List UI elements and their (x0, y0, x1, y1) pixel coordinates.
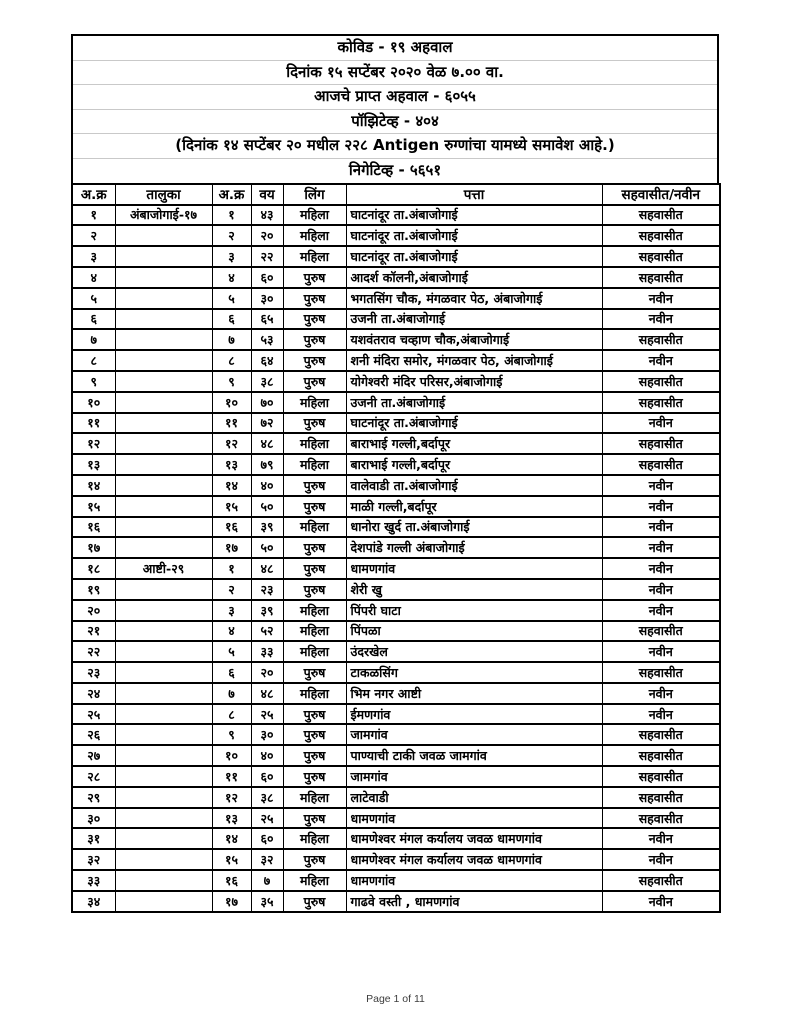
cell-address: बाराभाई गल्ली,बर्दापूर (346, 433, 602, 454)
cell-address: घाटनांदूर ता.अंबाजोगाई (346, 225, 602, 246)
cell-age: २० (251, 662, 283, 683)
cell-serial2: १० (212, 392, 251, 413)
cell-address: धामणगांव (346, 870, 602, 891)
cell-age: ३० (251, 288, 283, 309)
cell-address: घाटनांदूर ता.अंबाजोगाई (346, 205, 602, 226)
cell-age: ७२ (251, 413, 283, 434)
cell-serial: ३४ (72, 891, 115, 912)
cell-serial: २ (72, 225, 115, 246)
col-taluka-header: तालुका (115, 184, 212, 205)
cell-serial: ३० (72, 808, 115, 829)
table-row (72, 683, 720, 704)
table-row (72, 246, 720, 267)
cell-serial: ८ (72, 350, 115, 371)
cell-taluka (115, 475, 212, 496)
cell-gender: पुरुष (283, 891, 346, 912)
table-row (72, 870, 720, 891)
cell-status: नवीन (602, 683, 720, 704)
table-row (72, 828, 720, 849)
cell-address: धामणगांव (346, 558, 602, 579)
cell-serial: ३ (72, 246, 115, 267)
cell-serial: ७ (72, 329, 115, 350)
cell-address: पिंपरी घाटा (346, 600, 602, 621)
cell-taluka (115, 808, 212, 829)
cell-status: नवीन (602, 579, 720, 600)
cell-taluka (115, 517, 212, 538)
cell-serial: १६ (72, 517, 115, 538)
cell-serial: ३३ (72, 870, 115, 891)
cell-address: घाटनांदूर ता.अंबाजोगाई (346, 413, 602, 434)
cell-status: सहवासीत (602, 745, 720, 766)
cell-address: यशवंतराव चव्हाण चौक,अंबाजोगाई (346, 329, 602, 350)
cell-serial2: २ (212, 225, 251, 246)
cell-gender: पुरुष (283, 662, 346, 683)
cell-taluka (115, 766, 212, 787)
cell-gender: पुरुष (283, 350, 346, 371)
cell-gender: पुरुष (283, 267, 346, 288)
cell-serial: २२ (72, 641, 115, 662)
cell-taluka (115, 267, 212, 288)
cell-serial2: ८ (212, 704, 251, 725)
col-address-header: पत्ता (346, 184, 602, 205)
cell-status: नवीन (602, 496, 720, 517)
cell-taluka (115, 828, 212, 849)
cell-address: उंदरखेल (346, 641, 602, 662)
table-row (72, 475, 720, 496)
cell-address: भगतसिंग चौक, मंगळवार पेठ, अंबाजोगाई (346, 288, 602, 309)
cell-taluka (115, 600, 212, 621)
cell-status: नवीन (602, 288, 720, 309)
col-gender-header: लिंग (283, 184, 346, 205)
cell-gender: पुरुष (283, 371, 346, 392)
table-row (72, 413, 720, 434)
cell-taluka (115, 413, 212, 434)
cell-gender: पुरुष (283, 309, 346, 330)
page-number: Page 1 of 11 (366, 993, 425, 1005)
cell-serial: ५ (72, 288, 115, 309)
cell-status: सहवासीत (602, 392, 720, 413)
cell-serial2: १४ (212, 475, 251, 496)
cell-address: टाकळसिंग (346, 662, 602, 683)
cell-address: उजनी ता.अंबाजोगाई (346, 309, 602, 330)
col-status-header: सहवासीत/नवीन (602, 184, 720, 205)
cell-serial: २१ (72, 621, 115, 642)
cell-status: सहवासीत (602, 787, 720, 808)
cell-address: शेरी खु (346, 579, 602, 600)
cell-gender: महिला (283, 246, 346, 267)
cell-age: ७९ (251, 454, 283, 475)
cell-gender: पुरुष (283, 558, 346, 579)
cell-serial2: १० (212, 745, 251, 766)
cell-serial: २४ (72, 683, 115, 704)
cell-age: ६५ (251, 309, 283, 330)
cell-serial: २७ (72, 745, 115, 766)
cell-gender: पुरुष (283, 413, 346, 434)
cell-age: ५२ (251, 621, 283, 642)
cell-status: नवीन (602, 828, 720, 849)
antigen-note-line: (दिनांक १४ सप्टेंबर २० मधील २२८ Antigen रुग्णांचा यामध्ये समावेश आहे.) (73, 134, 717, 159)
cell-taluka (115, 870, 212, 891)
cell-age: २५ (251, 808, 283, 829)
cell-serial2: १६ (212, 870, 251, 891)
cell-age: ७० (251, 392, 283, 413)
col-serial-header: अ.क्र (72, 184, 115, 205)
cell-serial: २८ (72, 766, 115, 787)
cell-serial: २० (72, 600, 115, 621)
cell-age: ४० (251, 745, 283, 766)
cell-gender: महिला (283, 641, 346, 662)
cell-serial2: १५ (212, 496, 251, 517)
cell-serial2: १२ (212, 433, 251, 454)
cell-gender: महिला (283, 454, 346, 475)
cell-serial2: ६ (212, 309, 251, 330)
cell-status: सहवासीत (602, 621, 720, 642)
cell-serial: २९ (72, 787, 115, 808)
table-row (72, 766, 720, 787)
cell-serial: २६ (72, 724, 115, 745)
cell-gender: पुरुष (283, 496, 346, 517)
table-row (72, 517, 720, 538)
cell-serial: १५ (72, 496, 115, 517)
cell-age: ३५ (251, 891, 283, 912)
cell-taluka (115, 433, 212, 454)
cell-serial2: ६ (212, 662, 251, 683)
cell-gender: महिला (283, 621, 346, 642)
cell-taluka (115, 350, 212, 371)
cell-serial: १ (72, 205, 115, 226)
cell-gender: पुरुष (283, 288, 346, 309)
cell-gender: पुरुष (283, 808, 346, 829)
cell-status: नवीन (602, 475, 720, 496)
cell-taluka (115, 704, 212, 725)
cell-age: २३ (251, 579, 283, 600)
cell-age: ३८ (251, 787, 283, 808)
cell-serial2: ९ (212, 371, 251, 392)
cell-age: २२ (251, 246, 283, 267)
cell-serial2: १३ (212, 454, 251, 475)
cell-age: ३९ (251, 600, 283, 621)
cell-age: ६० (251, 267, 283, 288)
table-row (72, 454, 720, 475)
negative-count-line: निगेटिव्ह - ५६५१ (348, 160, 442, 179)
cell-age: ३८ (251, 371, 283, 392)
cell-age: २५ (251, 704, 283, 725)
cell-age: २० (251, 225, 283, 246)
table-row (72, 225, 720, 246)
report-title: कोविड - १९ अहवाल (73, 36, 717, 61)
cell-serial2: ११ (212, 413, 251, 434)
cell-address: जामगांव (346, 766, 602, 787)
cell-gender: महिला (283, 600, 346, 621)
cell-age: ५० (251, 496, 283, 517)
cell-status: सहवासीत (602, 433, 720, 454)
cell-taluka (115, 496, 212, 517)
cell-address: धामणगांव (346, 808, 602, 829)
cell-taluka (115, 745, 212, 766)
cell-status: नवीन (602, 309, 720, 330)
cell-serial2: १७ (212, 537, 251, 558)
cell-serial2: ५ (212, 288, 251, 309)
table-row (72, 808, 720, 829)
cell-status: सहवासीत (602, 870, 720, 891)
cell-gender: महिला (283, 205, 346, 226)
positive-count-line: पॉझिटेव्ह - ४०४ (73, 110, 717, 135)
cell-status: नवीन (602, 350, 720, 371)
cell-taluka (115, 309, 212, 330)
cell-taluka (115, 621, 212, 642)
cell-gender: महिला (283, 870, 346, 891)
cell-status: नवीन (602, 558, 720, 579)
cell-age: ४८ (251, 433, 283, 454)
cell-address: ईमणगांव (346, 704, 602, 725)
cell-address: देशपांडे गल्ली अंबाजोगाई (346, 537, 602, 558)
cell-serial2: ३ (212, 600, 251, 621)
table-row (72, 849, 720, 870)
cell-taluka (115, 288, 212, 309)
table-row (72, 392, 720, 413)
cell-serial2: १२ (212, 787, 251, 808)
covid-report-document (71, 34, 719, 913)
cell-status: सहवासीत (602, 724, 720, 745)
cell-serial: १३ (72, 454, 115, 475)
cell-gender: पुरुष (283, 475, 346, 496)
cell-serial2: ८ (212, 350, 251, 371)
cell-taluka (115, 371, 212, 392)
cell-gender: महिला (283, 225, 346, 246)
cell-taluka (115, 454, 212, 475)
reports-received-line: आजचे प्राप्त अहवाल - ६०५५ (73, 85, 717, 110)
table-row (72, 621, 720, 642)
cell-address: योगेश्वरी मंदिर परिसर,अंबाजोगाई (346, 371, 602, 392)
cell-taluka (115, 329, 212, 350)
table-row (72, 433, 720, 454)
cell-serial2: १ (212, 558, 251, 579)
cell-gender: महिला (283, 392, 346, 413)
cell-serial2: १६ (212, 517, 251, 538)
cell-taluka (115, 537, 212, 558)
cell-serial2: ३ (212, 246, 251, 267)
cell-age: ६० (251, 828, 283, 849)
cell-gender: पुरुष (283, 329, 346, 350)
cell-age: ५० (251, 537, 283, 558)
table-row (72, 558, 720, 579)
table-row (72, 205, 720, 226)
cell-taluka (115, 641, 212, 662)
table-row (72, 329, 720, 350)
cell-status: नवीन (602, 537, 720, 558)
cell-serial: १० (72, 392, 115, 413)
table-row (72, 350, 720, 371)
cell-address: धामणेश्वर मंगल कर्यालय जवळ धामणगांव (346, 828, 602, 849)
cell-serial: १७ (72, 537, 115, 558)
table-row (72, 787, 720, 808)
cell-address: धानोरा खुर्द ता.अंबाजोगाई (346, 517, 602, 538)
cell-gender: पुरुष (283, 579, 346, 600)
cell-serial2: १५ (212, 849, 251, 870)
cell-address: जामगांव (346, 724, 602, 745)
cell-status: सहवासीत (602, 662, 720, 683)
cell-serial2: १३ (212, 808, 251, 829)
cell-serial2: १७ (212, 891, 251, 912)
cell-serial2: १ (212, 205, 251, 226)
cell-taluka: आष्टी-२९ (115, 558, 212, 579)
table-row (72, 288, 720, 309)
cell-taluka (115, 724, 212, 745)
cell-address: आदर्श कॉलनी,अंबाजोगाई (346, 267, 602, 288)
cell-age: ३९ (251, 517, 283, 538)
cell-status: सहवासीत (602, 371, 720, 392)
cell-taluka (115, 787, 212, 808)
cell-address: शनी मंदिरा समोर, मंगळवार पेठ, अंबाजोगाई (346, 350, 602, 371)
cell-age: ६४ (251, 350, 283, 371)
cell-address: गाढवे वस्ती , धामणगांव (346, 891, 602, 912)
cell-address: पिंपळा (346, 621, 602, 642)
report-date-line: दिनांक १५ सप्टेंबर २०२० वेळ ७.०० वा. (73, 61, 717, 86)
cell-serial2: २ (212, 579, 251, 600)
cell-status: सहवासीत (602, 205, 720, 226)
table-row (72, 371, 720, 392)
table-row (72, 662, 720, 683)
cell-gender: महिला (283, 828, 346, 849)
cell-taluka (115, 246, 212, 267)
cell-status: सहवासीत (602, 454, 720, 475)
cell-age: ५३ (251, 329, 283, 350)
cell-serial: ३१ (72, 828, 115, 849)
cell-serial: ४ (72, 267, 115, 288)
table-row (72, 309, 720, 330)
cell-gender: महिला (283, 433, 346, 454)
cell-serial2: ७ (212, 329, 251, 350)
cell-age: ३० (251, 724, 283, 745)
table-row (72, 891, 720, 912)
cell-serial2: १४ (212, 828, 251, 849)
cell-status: नवीन (602, 704, 720, 725)
cell-age: ४८ (251, 683, 283, 704)
cell-status: सहवासीत (602, 329, 720, 350)
cell-serial2: ११ (212, 766, 251, 787)
col-serial2-header: अ.क्र (212, 184, 251, 205)
report-table-body (72, 205, 720, 912)
cell-serial: ३२ (72, 849, 115, 870)
cell-address: उजनी ता.अंबाजोगाई (346, 392, 602, 413)
cell-serial: १८ (72, 558, 115, 579)
table-row (72, 641, 720, 662)
col-age-header: वय (251, 184, 283, 205)
cell-age: ४३ (251, 205, 283, 226)
table-row (72, 704, 720, 725)
cell-status: नवीन (602, 600, 720, 621)
cell-serial: ९ (72, 371, 115, 392)
table-row (72, 537, 720, 558)
cell-gender: महिला (283, 683, 346, 704)
cell-serial: १२ (72, 433, 115, 454)
cell-status: सहवासीत (602, 225, 720, 246)
cell-serial2: ७ (212, 683, 251, 704)
cell-status: सहवासीत (602, 808, 720, 829)
cell-serial2: ९ (212, 724, 251, 745)
table-row (72, 579, 720, 600)
cell-serial2: ५ (212, 641, 251, 662)
cell-serial: २५ (72, 704, 115, 725)
cell-status: नवीन (602, 641, 720, 662)
cell-status: नवीन (602, 517, 720, 538)
cell-status: सहवासीत (602, 246, 720, 267)
cell-taluka (115, 849, 212, 870)
cell-gender: पुरुष (283, 849, 346, 870)
cell-taluka (115, 225, 212, 246)
cell-gender: महिला (283, 517, 346, 538)
cell-status: नवीन (602, 849, 720, 870)
table-row (72, 724, 720, 745)
table-row (72, 267, 720, 288)
table-header-row (72, 184, 720, 205)
cell-age: ३२ (251, 849, 283, 870)
cell-address: बाराभाई गल्ली,बर्दापूर (346, 454, 602, 475)
cell-gender: पुरुष (283, 724, 346, 745)
cell-taluka (115, 579, 212, 600)
cell-taluka (115, 683, 212, 704)
cell-gender: पुरुष (283, 766, 346, 787)
cell-age: ३३ (251, 641, 283, 662)
cell-address: माळी गल्ली,बर्दापूर (346, 496, 602, 517)
cell-taluka: अंबाजोगाई-१७ (115, 205, 212, 226)
cell-taluka (115, 392, 212, 413)
table-row (72, 600, 720, 621)
table-row (72, 745, 720, 766)
cell-status: सहवासीत (602, 267, 720, 288)
cell-gender: महिला (283, 787, 346, 808)
cell-address: वालेवाडी ता.अंबाजोगाई (346, 475, 602, 496)
cell-serial: १९ (72, 579, 115, 600)
cell-gender: पुरुष (283, 704, 346, 725)
cell-address: लाटेवाडी (346, 787, 602, 808)
table-row (72, 496, 720, 517)
cell-status: नवीन (602, 891, 720, 912)
covid-cases-table (71, 183, 721, 913)
cell-gender: पुरुष (283, 537, 346, 558)
report-header (71, 34, 719, 183)
cell-status: नवीन (602, 413, 720, 434)
cell-age: ४० (251, 475, 283, 496)
cell-serial2: ४ (212, 621, 251, 642)
cell-serial: २३ (72, 662, 115, 683)
cell-serial: ११ (72, 413, 115, 434)
cell-status: सहवासीत (602, 766, 720, 787)
cell-address: पाण्याची टाकी जवळ जामगांव (346, 745, 602, 766)
cell-serial: ६ (72, 309, 115, 330)
cell-address: धामणेश्वर मंगल कर्यालय जवळ धामणगांव (346, 849, 602, 870)
cell-age: ७ (251, 870, 283, 891)
cell-age: ६० (251, 766, 283, 787)
cell-taluka (115, 891, 212, 912)
cell-gender: पुरुष (283, 745, 346, 766)
cell-taluka (115, 662, 212, 683)
cell-serial2: ४ (212, 267, 251, 288)
cell-age: ४८ (251, 558, 283, 579)
cell-address: भिम नगर आष्टी (346, 683, 602, 704)
cell-serial: १४ (72, 475, 115, 496)
cell-address: घाटनांदूर ता.अंबाजोगाई (346, 246, 602, 267)
